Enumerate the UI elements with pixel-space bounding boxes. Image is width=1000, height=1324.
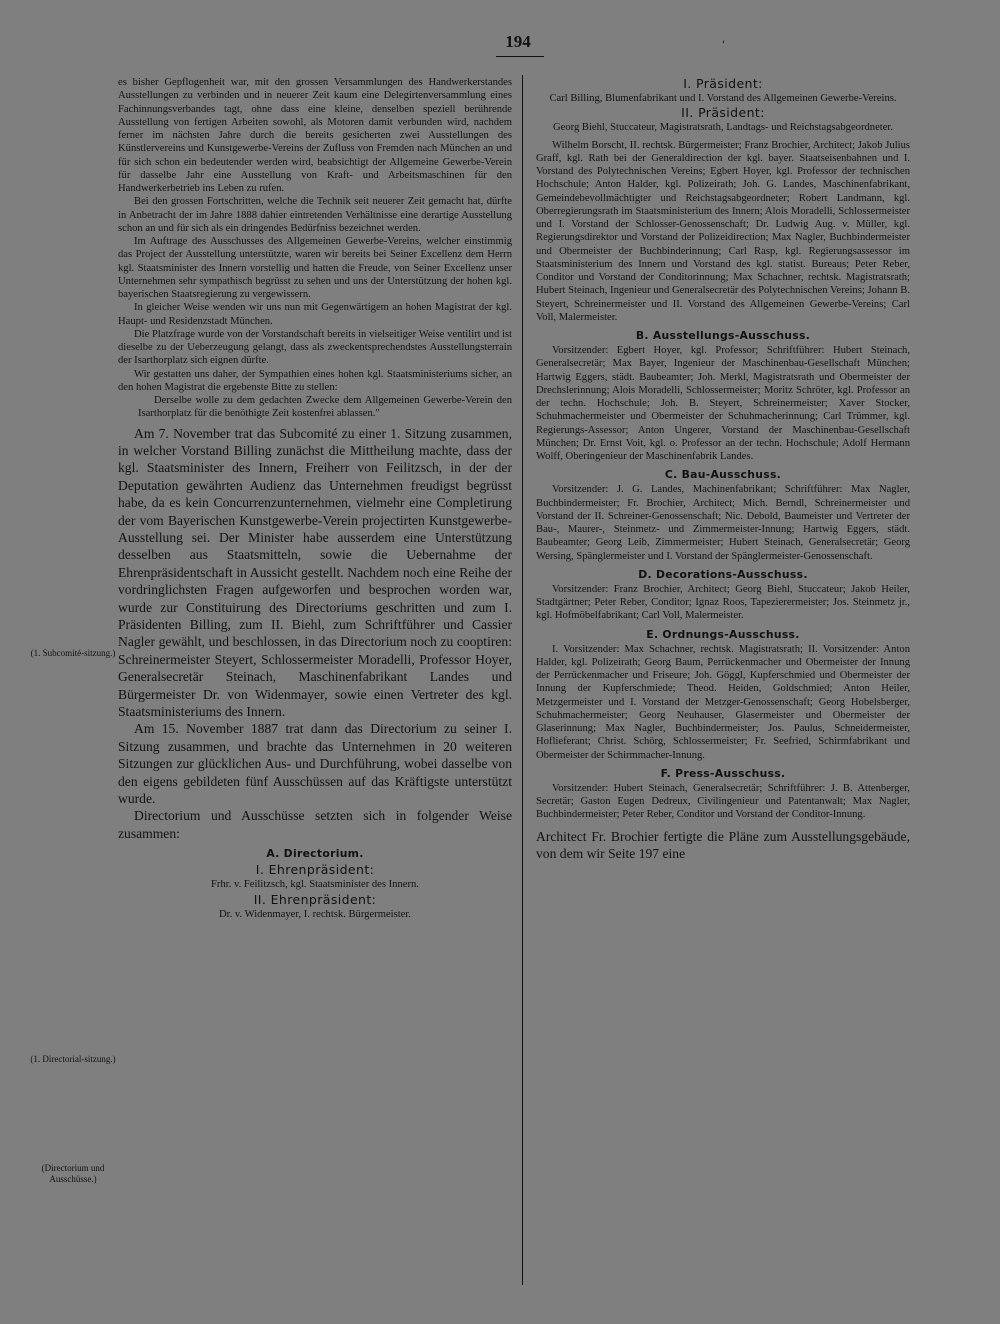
role-holder: Carl Billing, Blumenfabrikant und I. Vorstand des Allgemeinen Gewerbe-Vereins. <box>549 93 897 104</box>
committee-members: Vorsitzender: Egbert Hoyer, kgl. Professor; Schriftführer: Hubert Steinach, Generalsecretär; Max Bayer, Ingenieur der Maschinenbau-Gesellschaft München; Hartwig Eggers, städt. Baubeamter; Joh. Merkl, Magistratsrath und Obermeister der Drechslerinnung; Alois Moradelli, Schlossermeister; Moritz Schröter, kgl. Professor an der techn. Hochschule; Joh. B. Steyert, Schreinermeister; Xaver Stocker, Schuhmachermeister und Obermeister der Schuhmacherinnung; Carl Trümmer, kgl. Regierungs-Assessor; Anton Ungerer, Vorstand der Maschinenbau-Gesellschaft München; Dr. Ernst Voit, kgl. o. Professor an der techn. Hochschule; Adolf Hermann Wolff, Oberingenieur der Maschinenfabrik Landes. <box>536 345 910 462</box>
paragraph: Im Auftrage des Ausschusses des Allgemeinen Gewerbe-Vereins, welcher einstimmig das Project der Ausstellung unterstützte, waren wir bereits bei Seiner Excellenz dem Herrn kgl. Staatsminister des Innern vorstellig und hatten die Freude, von Seiner Excellenz unser Unternehmen sehr sympathisch begrüsst zu sehen und uns der Unterstützung der hohen kgl. bayerischen Staatsregierung zu vergewissern. <box>118 236 512 300</box>
page-number-rule <box>496 56 544 57</box>
paragraph: Am 7. November trat das Subcomité zu einer 1. Sitzung zusammen, in welcher Vorstand Billing zunächst die Mittheilung machte, dass der kgl. Staatsminister des Innern, Freiherr von Feilitzsch, in der der Deputation gewährten Audienz das Unternehmen freudigst begrüsst habe, da es kein Concurrenzunternehmen, vielmehr eine Completirung der vom Bayerischen Kunstgewerbe-Verein projectirten Kunstgewerbe-Ausstellung sei. Der Minister habe ausserdem eine Unterstützung desselben aus Staatsmitteln, sowie die Uebernahme der Ehrenpräsidentschaft in Aussicht gestellt. Nachdem noch eine Reihe der vordringlichsten Fragen aufgeworfen und besprochen worden war, wurde zur Constituirung des Directoriums geschritten und zum I. Präsidenten Billing, zum II. Biehl, zum Schriftführer und Cassier Nagler gewählt, und beschlossen, in das Directorium noch zu cooptiren: Schreinermeister Steyert, Schlossermeister Moradelli, Professor Hoyer, Generalsecretär Steinach, Maschinenfabrikant Landes und Bürgermeister Dr. von Widenmayer, sowie einen Vertreter des kgl. Staatsministeriums des Innern. <box>118 425 512 719</box>
margin-note-subcomite: (1. Subcomité-sitzung.) <box>30 648 116 658</box>
role-heading: I. Präsident: <box>683 76 763 91</box>
section-heading-ausstellungs: B. Ausstellungs-Ausschuss. <box>635 329 811 342</box>
role-holder: Georg Biehl, Stuccateur, Magistratsrath, Landtags- und Reichstagsabgeordneter. <box>552 122 894 134</box>
page-number: 194 <box>505 32 531 51</box>
paragraph: Bei den grossen Fortschritten, welche die Technik seit neuerer Zeit gemacht hat, dürfte in Anbetracht der im Jahre 1888 dahier eintretenden Verhältnisse eine derartige Ausstellung schon an und für sich als ein dringendes Bedürfniss bezeichnet werden. <box>118 196 512 234</box>
paragraph: es bisher Gepflogenheit war, mit den grossen Versammlungen des Handwerkerstandes Ausstellungen zu verbinden und in neuerer Zeit kaum eine Delegirtenversammlung eines Fachinnungsverbandes tagt, ohne dass eine kleine, denselben speziell berührende Ausstellung von fertigen Arbeiten sowohl, als Motoren damit verbunden wird, nachdem ferner im nächsten Jahre durch die bereits gesicherten zwei Ausstellungen des Künstlervereins und Kunstgewerbe-Vereins der Zufluss von Fremden nach München an und für sich schon ein bedeutender werden wird, beabsichtigt der Allgemeine Gewerbe-Verein für dasselbe Jahr eine Ausstellung von Kraft- und Arbeitsmaschinen für den Handwerkerbetrieb ins Leben zu rufen. <box>118 77 512 194</box>
section-heading-directorium: A. Directorium. <box>266 847 364 861</box>
role-heading: II. Präsident: <box>681 105 765 121</box>
paragraph: In gleicher Weise wenden wir uns nun mit Gegenwärtigem an hohen Magistrat der kgl. Haupt- und Residenzstadt München. <box>118 302 512 327</box>
right-column <box>536 76 910 862</box>
directorium-members: Wilhelm Borscht, II. rechtsk. Bürgermeister; Franz Brochier, Architect; Jakob Julius Graff, kgl. Rath bei der Generaldirection der kgl. bayer. Staatseisenbahnen und I. Vorstand des Polytechnischen Vereins; Egbert Hoyer, kgl. Professor der technischen Hochschule; Anton Halder, kgl. Polizeirath; Joh. G. Landes, Maschinenfabrikant, Gemeindebevollmächtigter und Reichstagsabgeordneter; Robert Landmann, kgl. Oberregierungsrath im Staatsministerium des Innern; Alois Moradelli, Schlossermeister und I. Vorstand der Schlosser-Genossenschaft; Dr. Ludwig Aug. v. Müller, kgl. Regierungsdirektor und Vorstand der Polizeidirection; Max Nagler, Buchbindermeister und Obermeister der Buchbinderinnung; Carl Rasp, kgl. Regierungsassessor im Staatsministerium des Innern und Vorstand des kgl. statist. Bureaus; Peter Reber, Conditor und Vorstand der Conditorinnung; Max Schachner, rechtsk. Magistratsrath; Hubert Steinach, Ingenieur und Generalsecretär des Polytechnischen Vereins; Johann B. Steyert, Schreinermeister und II. Vorstand des Allgemeinen Gewerbe-Vereins; Carl Voll, Malermeister. <box>536 139 910 323</box>
paragraph: Am 15. November 1887 trat dann das Directorium zu seiner I. Sitzung zusammen, und brachte das Unternehmen in 20 weiteren Sitzungen zur glücklichen Aus- und Durchführung, wobei dasselbe von den eigens gebildeten fünf Ausschüssen auf das Kräftigste unterstützt wurde. <box>118 721 512 807</box>
column-divider <box>522 75 523 1285</box>
paragraph: Die Platzfrage wurde von der Vorstandschaft bereits in vielseitiger Weise ventilirt und ist dieselbe zu der Ueberzeugung gelangt, dass als zweckentsprechendstes Ausstellungsterrain der Isarthorplatz sich eignen dürfte. <box>118 328 512 367</box>
role-heading: II. Ehrenpräsident: <box>253 891 377 907</box>
corner-mark: ' <box>722 40 725 51</box>
section-heading-bau: C. Bau-Ausschuss. <box>664 468 782 482</box>
section-heading-ordnungs: E. Ordnungs-Ausschuss. <box>646 627 800 641</box>
paragraph: Directorium und Ausschüsse setzten sich in folgender Weise zusammen: <box>118 808 512 841</box>
role-heading: I. Ehrenpräsident: <box>255 862 375 878</box>
closing-paragraph: Architect Fr. Brochier fertigte die Pläne zum Ausstellungsgebäude, von dem wir Seite 197 eine <box>536 828 910 861</box>
margin-note-ausschusse: (Directorium und Ausschüsse.) <box>41 1163 105 1184</box>
section-heading-decorations: D. Decorations-Ausschuss. <box>638 567 808 581</box>
committee-members: Vorsitzender: J. G. Landes, Machinenfabrikant; Schriftführer: Max Nagler, Buchbindermeister; Fr. Brochier, Architect; Mich. Berndl, Schreinermeister und Vorstand der II. Schreiner-Genossenschaft; Nic. Debold, Baumeister und Vertreter der Bau-, Maurer-, Steinmetz- und Zimmermeister-Innung; Hartwig Eggers, städt. Baubeamter; Georg Leib, Zimmermeister; Hubert Steinach, Generalsecretär; Georg Wersing, Spänglermeister und I. Vorstand der Spänglermeister-Genossenschaft. <box>536 484 910 562</box>
paragraph: Wir gestatten uns daher, der Sympathien eines hohen kgl. Staatsministeriums sicher, an den hohen Magistrat die ergebenste Bitte zu stellen: <box>118 368 512 393</box>
margin-note-directorial: (1. Directorial-sitzung.) <box>30 1054 116 1064</box>
left-column <box>118 76 512 921</box>
committee-members: Vorsitzender: Hubert Steinach, Generalsecretär; Schriftführer: J. B. Attenberger, Secretär; Gaston Eugen Dedreux, Civilingenieur und Patentanwalt; Max Nagler, Buchbindermeister; Peter Reber, Conditor und Vorstand der Conditor-Innung. <box>536 782 910 821</box>
role-holder: Dr. v. Widenmayer, I. rechtsk. Bürgermeister. <box>219 908 411 920</box>
committee-members: Vorsitzender: Franz Brochier, Architect; Georg Biehl, Stuccateur; Jakob Heiler, Stadtgärtner; Peter Reber, Conditor; Ignaz Roos, Tapezierermeister; Jos. Steinmetz jr., kgl. Hofmöbelfabrikant; Carl Voll, Malermeister. <box>536 583 910 622</box>
section-heading-press: F. Press-Ausschuss. <box>660 766 786 780</box>
role-holder: Frhr. v. Feilitzsch, kgl. Staatsminister des Innern. <box>211 879 419 891</box>
committee-members: I. Vorsitzender: Max Schachner, rechtsk. Magistratsrath; II. Vorsitzender: Anton Halder, kgl. Polizeirath; Georg Baum, Perrückenmacher und Obermeister der Innung der Perrückenmacher und Friseure; Joh. Göggl, Kupferschmied und Obermeister der Innung der Kupferschmiede; Theod. Heiden, Goldschmied; Anton Heiler, Metzgermeister und I. Vorstand der Metzger-Genossenschaft; Georg Hobelsberger, Schuhmachermeister; Georg Neuhauser, Glasermeister und Obermeister der Glaserinnung; Max Nagler, Buchbindermeister; Jos. Paulus, Schneidermeister, Hoflieferant; Christ. Schörg, Schlossermeister; Fr. Seefried, Schirmfabrikant und Obermeister der Schirmmacher-Innung. <box>536 643 910 761</box>
quoted-request: Derselbe wolle zu dem gedachten Zwecke dem Allgemeinen Gewerbe-Verein den Isarthorplatz für die benöthigte Zeit kostenfrei ablassen." <box>138 395 512 420</box>
